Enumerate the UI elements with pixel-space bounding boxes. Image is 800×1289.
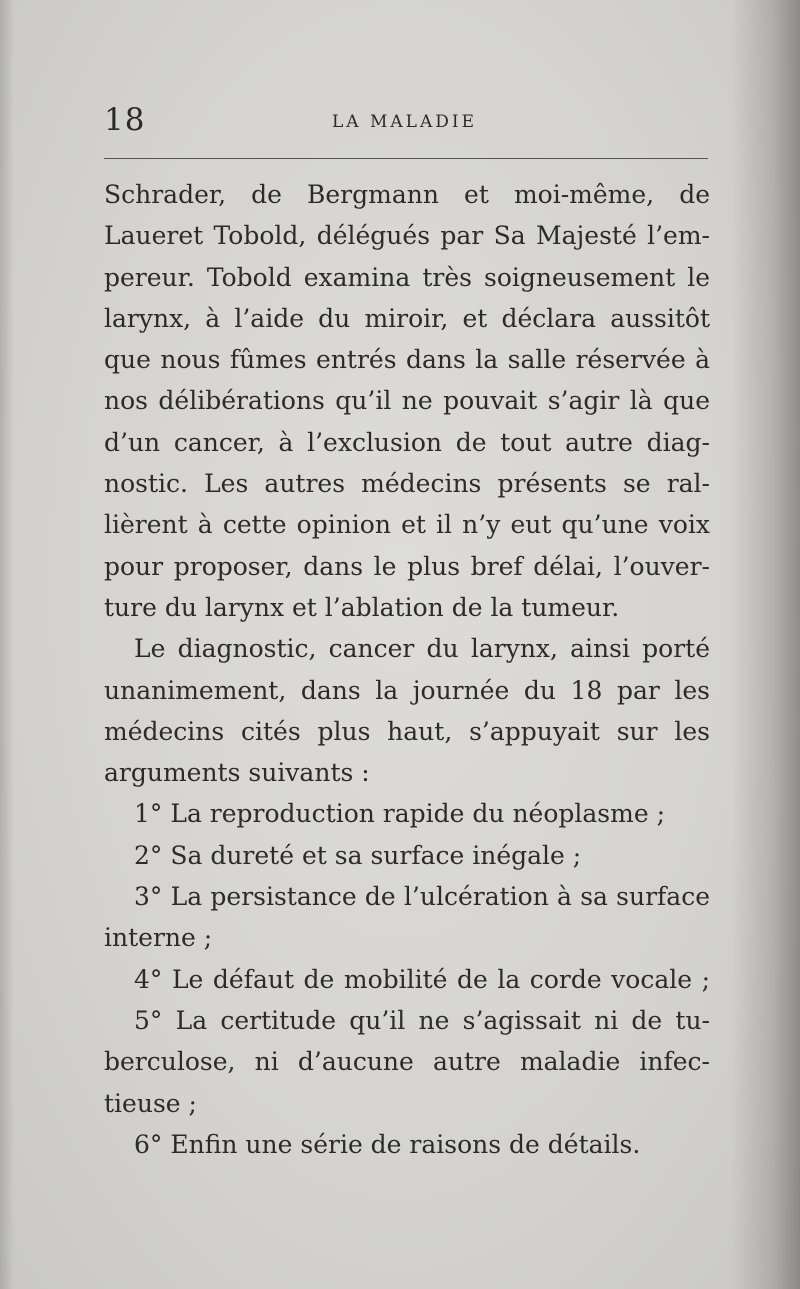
- text-line: 3° La persistance de l’ulcération à sa surface: [134, 882, 710, 912]
- text-line: pereur. Tobold examina très soigneusement le: [104, 262, 710, 292]
- page-gutter-shadow: [730, 0, 800, 1289]
- text-line: 6° Enfin une série de raisons de détails.: [134, 1129, 641, 1159]
- text-line: unanimement, dans la journée du 18 par les: [104, 675, 710, 705]
- text-line: 2° Sa dureté et sa surface inégale ;: [134, 840, 582, 870]
- text-line: interne ;: [104, 923, 213, 953]
- text-line: nostic. Les autres médecins présents se ral-: [104, 469, 710, 499]
- text-line: Schrader, de Bergmann et moi-même, de: [104, 180, 710, 209]
- text-line: d’un cancer, à l’exclusion de tout autre diag-: [104, 427, 710, 457]
- header-rule: [104, 158, 708, 159]
- text-line: 1° La reproduction rapide du néoplasme ;: [134, 799, 666, 829]
- running-head: LA MALADIE: [332, 112, 477, 132]
- page-left-shadow: [0, 0, 14, 1289]
- text-line: 4° Le défaut de mobilité de la corde vocale ;: [134, 964, 710, 994]
- text-line: arguments suivants :: [104, 758, 370, 788]
- text-line: nos délibérations qu’il ne pouvait s’agir là que: [104, 386, 710, 416]
- text-line: larynx, à l’aide du miroir, et déclara aussitôt: [104, 303, 710, 333]
- text-line: Laueret Tobold, délégués par Sa Majesté l’em-: [104, 221, 710, 251]
- text-line: que nous fûmes entrés dans la salle réservée à: [104, 345, 710, 375]
- text-line: Le diagnostic, cancer du larynx, ainsi porté: [134, 634, 710, 664]
- text-line: médecins cités plus haut, s’appuyait sur les: [104, 716, 710, 746]
- text-line: berculose, ni d’aucune autre maladie infec-: [104, 1047, 710, 1077]
- page-header: [104, 96, 710, 146]
- text-line: pour proposer, dans le plus bref délai, l’ouver-: [104, 551, 710, 581]
- text-line: ture du larynx et l’ablation de la tumeur.: [104, 592, 620, 622]
- body-text: [104, 174, 710, 1165]
- text-line: lièrent à cette opinion et il n’y eut qu’une voix: [104, 510, 710, 540]
- page-number: 18: [104, 102, 146, 138]
- text-line: tieuse ;: [104, 1088, 197, 1118]
- text-line: 5° La certitude qu’il ne s’agissait ni de tu-: [134, 1005, 710, 1035]
